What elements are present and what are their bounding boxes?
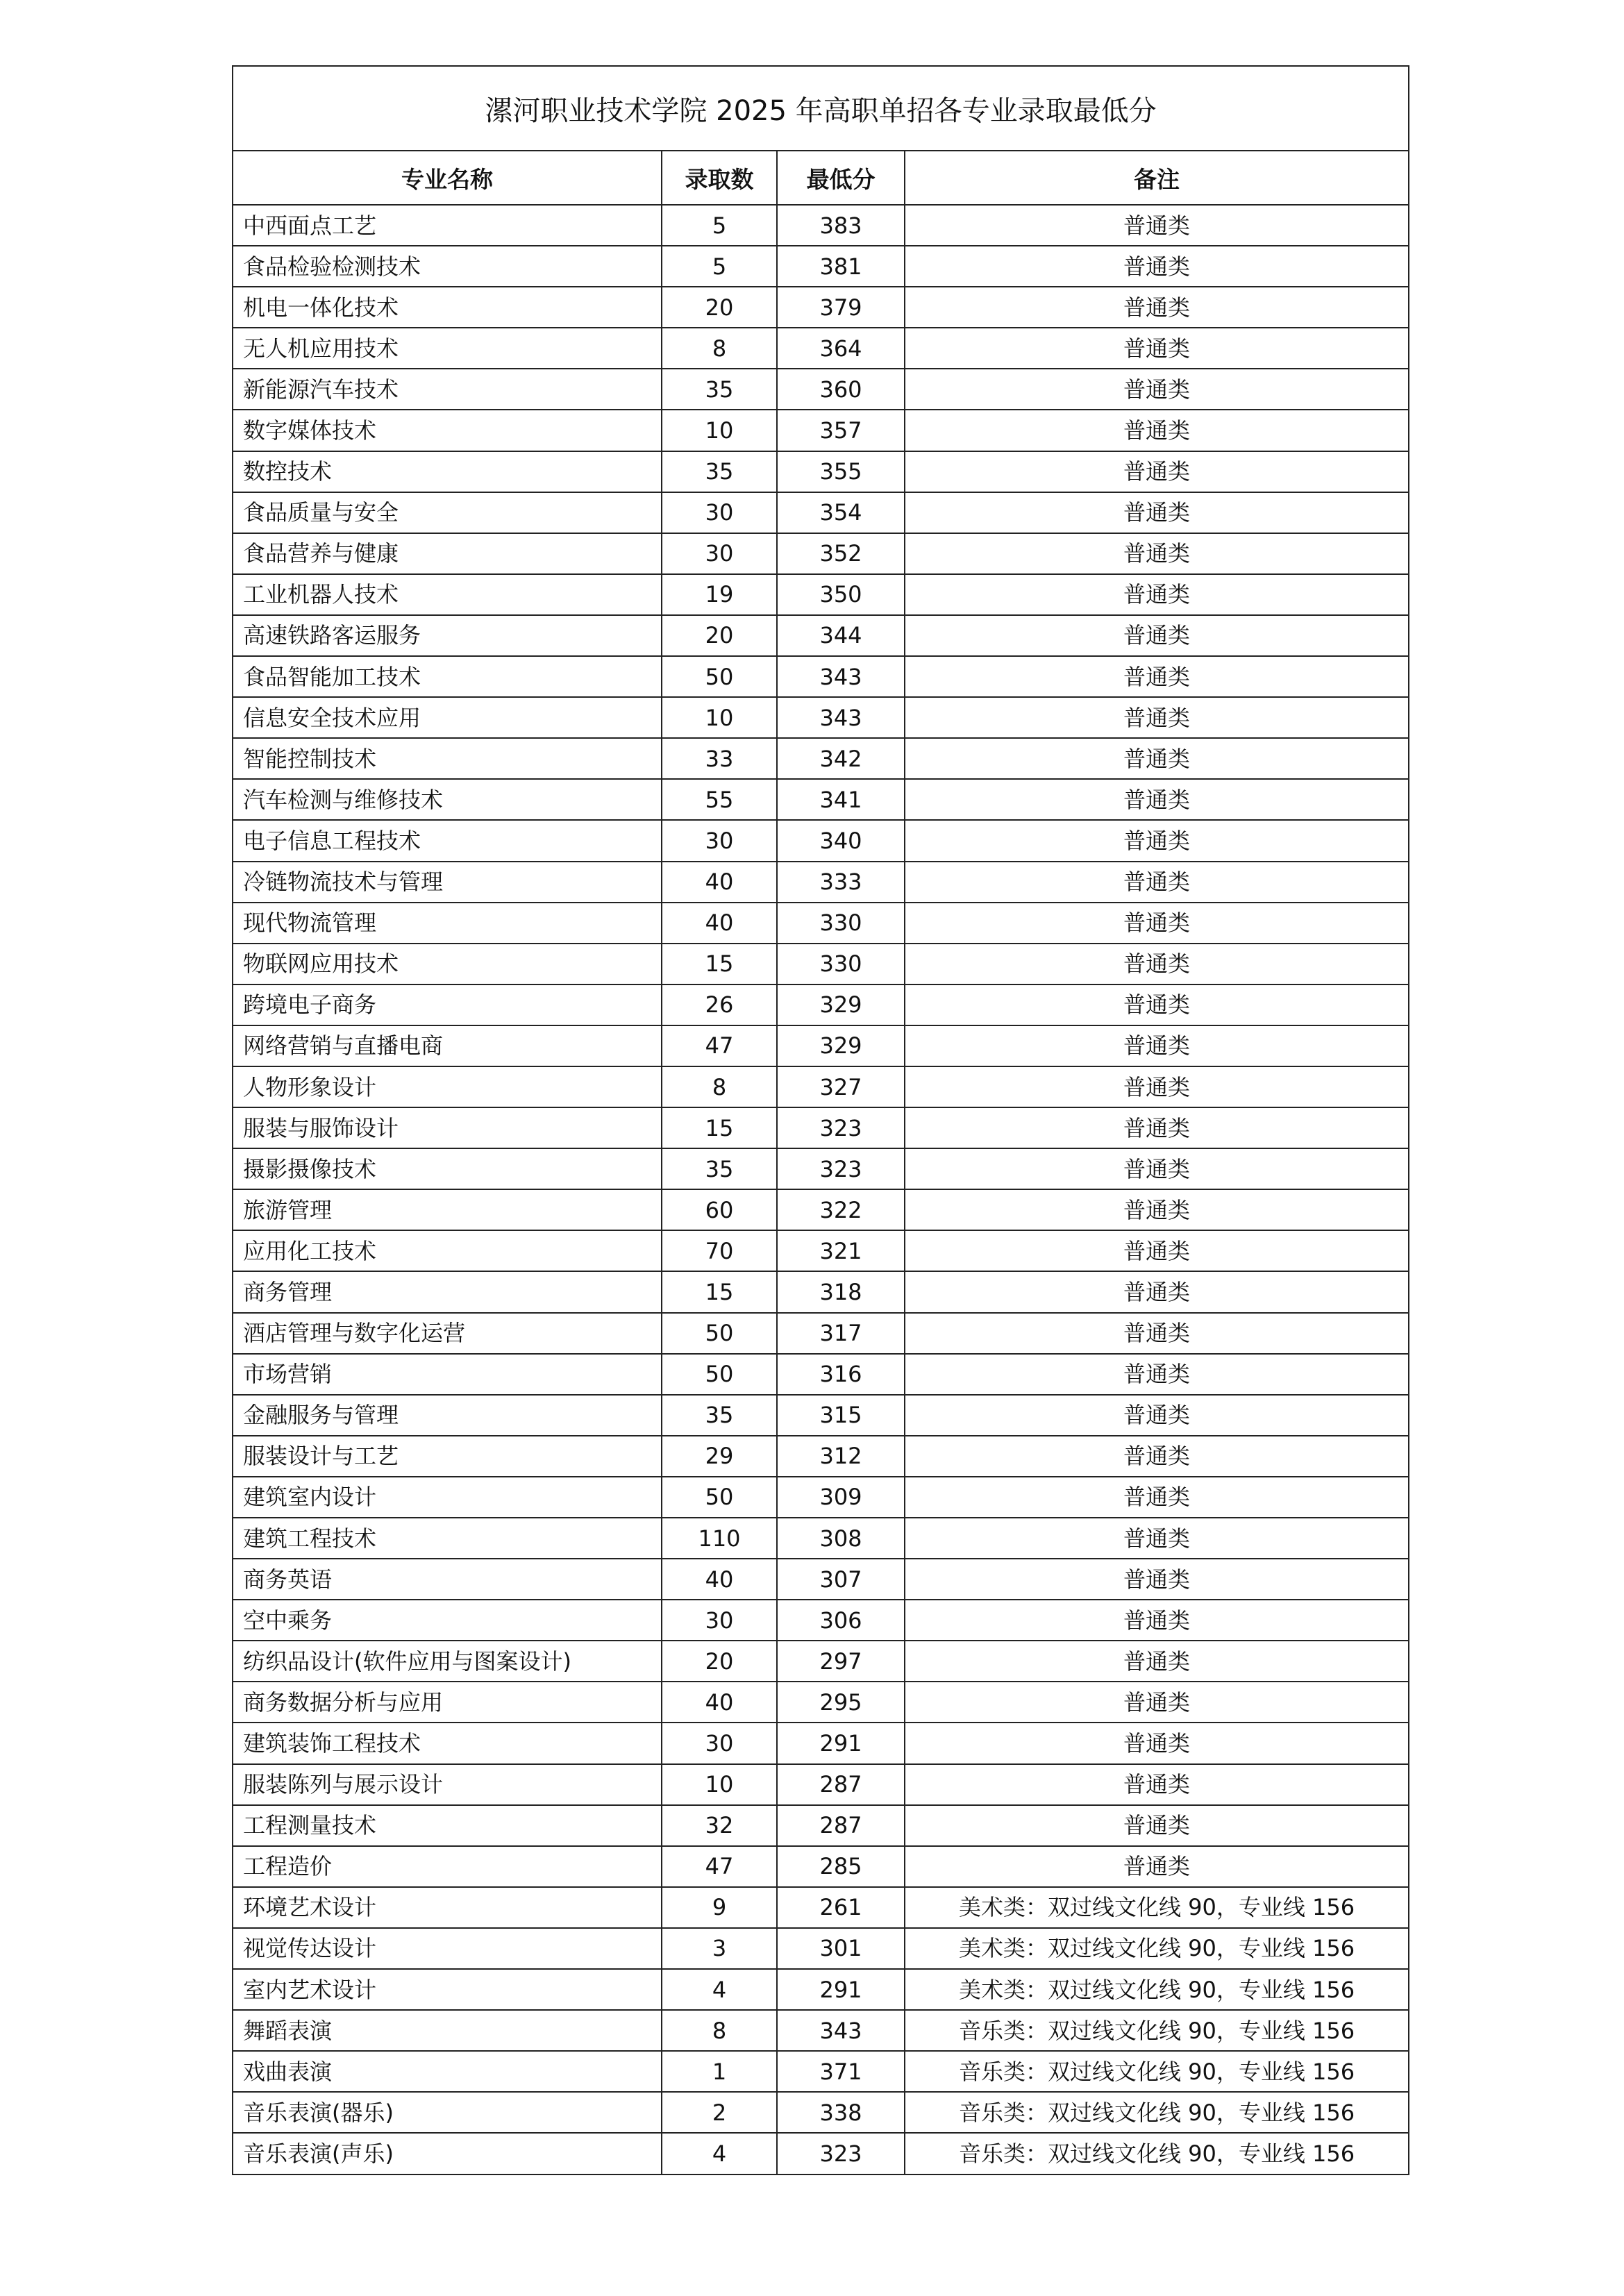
major-name-cell: 电子信息工程技术 (233, 820, 662, 861)
note-cell: 普通类 (905, 1805, 1409, 1846)
table-row (233, 697, 1409, 738)
min-score-cell: 329 (777, 984, 905, 1025)
min-score-cell: 309 (777, 1477, 905, 1518)
admit-count-cell: 30 (662, 1723, 777, 1763)
min-score-cell: 354 (777, 492, 905, 533)
note-cell: 美术类：双过线文化线 90，专业线 156 (905, 1887, 1409, 1928)
table-row (233, 1477, 1409, 1518)
min-score-cell: 338 (777, 2092, 905, 2133)
major-name-cell: 无人机应用技术 (233, 328, 662, 369)
min-score-cell: 322 (777, 1189, 905, 1230)
table-row (233, 287, 1409, 328)
table-row (233, 492, 1409, 533)
min-score-cell: 379 (777, 287, 905, 328)
table-row (233, 1066, 1409, 1107)
note-cell: 美术类：双过线文化线 90，专业线 156 (905, 1969, 1409, 2010)
admit-count-cell: 15 (662, 1107, 777, 1148)
admit-count-cell: 10 (662, 697, 777, 738)
major-name-cell: 应用化工技术 (233, 1230, 662, 1271)
min-score-cell: 301 (777, 1928, 905, 1969)
table-row (233, 451, 1409, 492)
note-cell: 普通类 (905, 1148, 1409, 1189)
note-cell: 普通类 (905, 1764, 1409, 1805)
min-score-cell: 352 (777, 533, 905, 574)
note-cell: 普通类 (905, 1641, 1409, 1682)
admit-count-cell: 5 (662, 246, 777, 287)
min-score-cell: 330 (777, 903, 905, 944)
major-name-cell: 酒店管理与数字化运营 (233, 1313, 662, 1354)
table-row (233, 2051, 1409, 2092)
note-cell: 普通类 (905, 615, 1409, 656)
major-name-cell: 人物形象设计 (233, 1066, 662, 1107)
major-name-cell: 服装与服饰设计 (233, 1107, 662, 1148)
table-row (233, 1805, 1409, 1846)
min-score-cell: 306 (777, 1600, 905, 1641)
table-row (233, 205, 1409, 246)
table-row (233, 984, 1409, 1025)
note-cell: 普通类 (905, 1682, 1409, 1723)
table-row (233, 1600, 1409, 1641)
admit-count-cell: 50 (662, 1354, 777, 1395)
admit-count-cell: 20 (662, 287, 777, 328)
note-cell: 普通类 (905, 1354, 1409, 1395)
admit-count-cell: 9 (662, 1887, 777, 1928)
major-name-cell: 智能控制技术 (233, 738, 662, 779)
note-cell: 普通类 (905, 820, 1409, 861)
note-cell: 普通类 (905, 1313, 1409, 1354)
min-score-cell: 383 (777, 205, 905, 246)
note-cell: 普通类 (905, 862, 1409, 903)
table-row (233, 533, 1409, 574)
admit-count-cell: 40 (662, 903, 777, 944)
major-name-cell: 工程测量技术 (233, 1805, 662, 1846)
admit-count-cell: 40 (662, 862, 777, 903)
min-score-cell: 287 (777, 1764, 905, 1805)
note-cell: 音乐类：双过线文化线 90，专业线 156 (905, 2010, 1409, 2051)
major-name-cell: 网络营销与直播电商 (233, 1025, 662, 1066)
major-name-cell: 工程造价 (233, 1846, 662, 1887)
min-score-cell: 343 (777, 656, 905, 697)
major-name-cell: 冷链物流技术与管理 (233, 862, 662, 903)
table-row (233, 1969, 1409, 2010)
major-name-cell: 信息安全技术应用 (233, 697, 662, 738)
major-name-cell: 数控技术 (233, 451, 662, 492)
admit-count-cell: 26 (662, 984, 777, 1025)
admit-count-cell: 33 (662, 738, 777, 779)
admit-count-cell: 30 (662, 492, 777, 533)
admit-count-cell: 50 (662, 1313, 777, 1354)
note-cell: 普通类 (905, 205, 1409, 246)
note-cell: 普通类 (905, 1723, 1409, 1763)
admit-count-cell: 8 (662, 328, 777, 369)
admit-count-cell: 10 (662, 1764, 777, 1805)
min-score-cell: 333 (777, 862, 905, 903)
table-row (233, 1230, 1409, 1271)
admit-count-cell: 15 (662, 1271, 777, 1312)
admit-count-cell: 47 (662, 1025, 777, 1066)
note-cell: 普通类 (905, 656, 1409, 697)
min-score-cell: 357 (777, 410, 905, 451)
min-score-cell: 317 (777, 1313, 905, 1354)
major-name-cell: 音乐表演(器乐) (233, 2092, 662, 2133)
admit-count-cell: 1 (662, 2051, 777, 2092)
major-name-cell: 新能源汽车技术 (233, 369, 662, 410)
min-score-cell: 323 (777, 1107, 905, 1148)
major-name-cell: 汽车检测与维修技术 (233, 779, 662, 820)
note-cell: 普通类 (905, 328, 1409, 369)
admit-count-cell: 30 (662, 533, 777, 574)
admit-count-cell: 19 (662, 574, 777, 615)
major-name-cell: 金融服务与管理 (233, 1395, 662, 1436)
note-cell: 普通类 (905, 1846, 1409, 1887)
admit-count-cell: 35 (662, 1148, 777, 1189)
min-score-cell: 355 (777, 451, 905, 492)
table-row (233, 1846, 1409, 1887)
table-row (233, 1928, 1409, 1969)
major-name-cell: 服装陈列与展示设计 (233, 1764, 662, 1805)
note-cell: 普通类 (905, 1271, 1409, 1312)
admit-count-cell: 20 (662, 1641, 777, 1682)
admit-count-cell: 10 (662, 410, 777, 451)
min-score-cell: 297 (777, 1641, 905, 1682)
table-row (233, 1723, 1409, 1763)
major-name-cell: 纺织品设计(软件应用与图案设计) (233, 1641, 662, 1682)
min-score-cell: 287 (777, 1805, 905, 1846)
admit-count-cell: 3 (662, 1928, 777, 1969)
min-score-cell: 316 (777, 1354, 905, 1395)
min-score-cell: 329 (777, 1025, 905, 1066)
note-cell: 普通类 (905, 697, 1409, 738)
min-score-cell: 350 (777, 574, 905, 615)
min-score-cell: 308 (777, 1518, 905, 1559)
admit-count-cell: 8 (662, 1066, 777, 1107)
major-name-cell: 数字媒体技术 (233, 410, 662, 451)
table-row (233, 1395, 1409, 1436)
note-cell: 普通类 (905, 574, 1409, 615)
min-score-cell: 342 (777, 738, 905, 779)
table-row (233, 369, 1409, 410)
note-cell: 普通类 (905, 246, 1409, 287)
min-score-cell: 307 (777, 1559, 905, 1600)
note-cell: 普通类 (905, 944, 1409, 984)
admit-count-cell: 70 (662, 1230, 777, 1271)
table-row (233, 862, 1409, 903)
min-score-cell: 291 (777, 1969, 905, 2010)
admit-count-cell: 15 (662, 944, 777, 984)
min-score-cell: 291 (777, 1723, 905, 1763)
note-cell: 美术类：双过线文化线 90，专业线 156 (905, 1928, 1409, 1969)
table-body (233, 205, 1409, 2175)
min-score-cell: 318 (777, 1271, 905, 1312)
min-score-cell: 295 (777, 1682, 905, 1723)
admit-count-cell: 35 (662, 369, 777, 410)
min-score-cell: 340 (777, 820, 905, 861)
table-row (233, 1189, 1409, 1230)
admit-count-cell: 110 (662, 1518, 777, 1559)
table-row (233, 2133, 1409, 2174)
table-row (233, 1559, 1409, 1600)
major-name-cell: 中西面点工艺 (233, 205, 662, 246)
table-row (233, 820, 1409, 861)
note-cell: 音乐类：双过线文化线 90，专业线 156 (905, 2092, 1409, 2133)
major-name-cell: 食品智能加工技术 (233, 656, 662, 697)
admit-count-cell: 29 (662, 1436, 777, 1477)
min-score-cell: 344 (777, 615, 905, 656)
table-row (233, 574, 1409, 615)
min-score-cell: 381 (777, 246, 905, 287)
major-name-cell: 现代物流管理 (233, 903, 662, 944)
min-score-cell: 341 (777, 779, 905, 820)
note-cell: 普通类 (905, 1189, 1409, 1230)
table-row (233, 656, 1409, 697)
note-cell: 普通类 (905, 1066, 1409, 1107)
admit-count-cell: 35 (662, 1395, 777, 1436)
note-cell: 普通类 (905, 287, 1409, 328)
note-cell: 普通类 (905, 1518, 1409, 1559)
admit-count-cell: 55 (662, 779, 777, 820)
admit-count-cell: 4 (662, 1969, 777, 2010)
column-header-note: 备注 (905, 151, 1409, 205)
table-row (233, 1354, 1409, 1395)
admit-count-cell: 60 (662, 1189, 777, 1230)
major-name-cell: 服装设计与工艺 (233, 1436, 662, 1477)
note-cell: 普通类 (905, 492, 1409, 533)
table-title: 漯河职业技术学院 2025 年高职单招各专业录取最低分 (233, 66, 1409, 151)
note-cell: 普通类 (905, 451, 1409, 492)
admit-count-cell: 50 (662, 1477, 777, 1518)
note-cell: 普通类 (905, 1025, 1409, 1066)
column-header-score: 最低分 (777, 151, 905, 205)
major-name-cell: 工业机器人技术 (233, 574, 662, 615)
note-cell: 音乐类：双过线文化线 90，专业线 156 (905, 2051, 1409, 2092)
note-cell: 普通类 (905, 533, 1409, 574)
header-row (233, 151, 1409, 205)
table-row (233, 1436, 1409, 1477)
note-cell: 普通类 (905, 410, 1409, 451)
admit-count-cell: 35 (662, 451, 777, 492)
major-name-cell: 商务数据分析与应用 (233, 1682, 662, 1723)
major-name-cell: 戏曲表演 (233, 2051, 662, 2092)
min-score-cell: 327 (777, 1066, 905, 1107)
table-row (233, 2092, 1409, 2133)
major-name-cell: 机电一体化技术 (233, 287, 662, 328)
min-score-cell: 321 (777, 1230, 905, 1271)
major-name-cell: 物联网应用技术 (233, 944, 662, 984)
admit-count-cell: 2 (662, 2092, 777, 2133)
table-row (233, 1887, 1409, 1928)
note-cell: 普通类 (905, 1230, 1409, 1271)
note-cell: 普通类 (905, 1436, 1409, 1477)
table-row (233, 903, 1409, 944)
min-score-cell: 343 (777, 697, 905, 738)
table-row (233, 246, 1409, 287)
note-cell: 普通类 (905, 984, 1409, 1025)
admission-score-sheet (232, 65, 1408, 2175)
admit-count-cell: 30 (662, 1600, 777, 1641)
table-row (233, 1025, 1409, 1066)
note-cell: 普通类 (905, 1559, 1409, 1600)
admit-count-cell: 32 (662, 1805, 777, 1846)
major-name-cell: 环境艺术设计 (233, 1887, 662, 1928)
table-row (233, 1641, 1409, 1682)
table-row (233, 615, 1409, 656)
table-row (233, 1682, 1409, 1723)
table-row (233, 328, 1409, 369)
table-row (233, 1764, 1409, 1805)
table-row (233, 738, 1409, 779)
min-score-cell: 371 (777, 2051, 905, 2092)
major-name-cell: 摄影摄像技术 (233, 1148, 662, 1189)
min-score-cell: 343 (777, 2010, 905, 2051)
table-row (233, 1148, 1409, 1189)
table-row (233, 1107, 1409, 1148)
table-row (233, 1271, 1409, 1312)
min-score-cell: 330 (777, 944, 905, 984)
column-header-name: 专业名称 (233, 151, 662, 205)
admit-count-cell: 40 (662, 1682, 777, 1723)
note-cell: 普通类 (905, 779, 1409, 820)
major-name-cell: 食品检验检测技术 (233, 246, 662, 287)
note-cell: 音乐类：双过线文化线 90，专业线 156 (905, 2133, 1409, 2174)
note-cell: 普通类 (905, 1477, 1409, 1518)
table-row (233, 2010, 1409, 2051)
admit-count-cell: 20 (662, 615, 777, 656)
admit-count-cell: 47 (662, 1846, 777, 1887)
major-name-cell: 商务英语 (233, 1559, 662, 1600)
major-name-cell: 建筑室内设计 (233, 1477, 662, 1518)
note-cell: 普通类 (905, 903, 1409, 944)
column-header-count: 录取数 (662, 151, 777, 205)
min-score-cell: 323 (777, 1148, 905, 1189)
table-row (233, 779, 1409, 820)
min-score-cell: 323 (777, 2133, 905, 2174)
min-score-cell: 364 (777, 328, 905, 369)
admit-count-cell: 4 (662, 2133, 777, 2174)
min-score-cell: 315 (777, 1395, 905, 1436)
min-score-cell: 360 (777, 369, 905, 410)
major-name-cell: 建筑装饰工程技术 (233, 1723, 662, 1763)
note-cell: 普通类 (905, 1600, 1409, 1641)
major-name-cell: 舞蹈表演 (233, 2010, 662, 2051)
table-row (233, 1313, 1409, 1354)
table-row (233, 944, 1409, 984)
min-score-cell: 285 (777, 1846, 905, 1887)
admit-count-cell: 50 (662, 656, 777, 697)
table-row (233, 1518, 1409, 1559)
major-name-cell: 商务管理 (233, 1271, 662, 1312)
major-name-cell: 视觉传达设计 (233, 1928, 662, 1969)
min-score-cell: 261 (777, 1887, 905, 1928)
major-name-cell: 食品营养与健康 (233, 533, 662, 574)
major-name-cell: 旅游管理 (233, 1189, 662, 1230)
admit-count-cell: 40 (662, 1559, 777, 1600)
table-row (233, 410, 1409, 451)
major-name-cell: 空中乘务 (233, 1600, 662, 1641)
admit-count-cell: 5 (662, 205, 777, 246)
major-name-cell: 食品质量与安全 (233, 492, 662, 533)
major-name-cell: 市场营销 (233, 1354, 662, 1395)
major-name-cell: 建筑工程技术 (233, 1518, 662, 1559)
major-name-cell: 高速铁路客运服务 (233, 615, 662, 656)
note-cell: 普通类 (905, 1395, 1409, 1436)
major-name-cell: 音乐表演(声乐) (233, 2133, 662, 2174)
major-name-cell: 跨境电子商务 (233, 984, 662, 1025)
admit-count-cell: 8 (662, 2010, 777, 2051)
note-cell: 普通类 (905, 738, 1409, 779)
major-name-cell: 室内艺术设计 (233, 1969, 662, 2010)
note-cell: 普通类 (905, 369, 1409, 410)
min-score-cell: 312 (777, 1436, 905, 1477)
admission-score-table (232, 65, 1409, 2175)
note-cell: 普通类 (905, 1107, 1409, 1148)
admit-count-cell: 30 (662, 820, 777, 861)
